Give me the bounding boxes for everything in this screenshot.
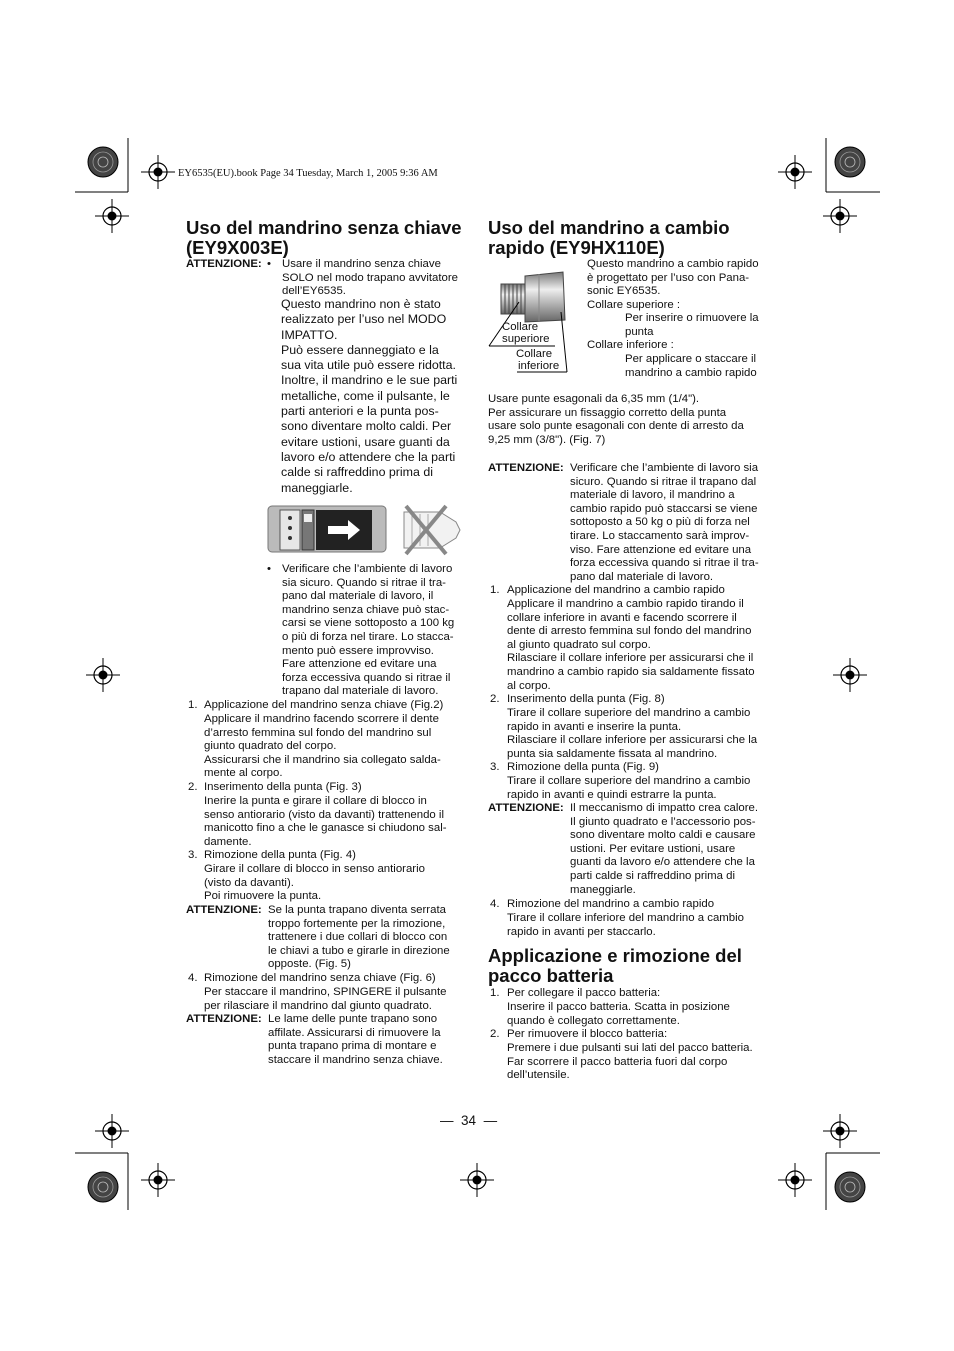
step-title: Applicazione del mandrino senza chiave (Fig.2) (204, 699, 444, 711)
star-target-icon (835, 1172, 865, 1202)
step-number: 4. (188, 972, 198, 984)
mode-selector-figure (268, 502, 468, 560)
registration-mark-icon (833, 658, 867, 692)
step-body: Tirare il collare inferiore del mandrino a cambio rapido in avanti per staccarlo. (507, 912, 744, 938)
chuck-crossed-icon (404, 506, 460, 554)
figure-label: inferiore (518, 360, 560, 372)
book-stamp: EY6535(EU).book Page 34 Tuesday, March 1, 2005 9:36 AM (178, 168, 438, 179)
step-number: 1. (188, 699, 198, 711)
step-number: 1. (490, 584, 500, 596)
step-number: 4. (490, 898, 500, 910)
collar-lower-desc: Per applicare o staccare il mandrino a cambio rapido (625, 353, 757, 379)
step-title: Per rimuovere il blocco batteria: (507, 1028, 668, 1040)
bullet: • (267, 563, 271, 575)
attention-text: Se la punta trapano diventa serrata troppo fortemente per la rimozione, trattenere i due collari di blocco con le chiavi a tubo e girarle in direzione opposte. (Fig. 5) (268, 904, 450, 971)
step-body: Premere i due pulsanti sui lati del pacco batteria. Far scorrere il pacco batteria fuori dal corpo dell’utensile. (507, 1042, 753, 1082)
step-number: 3. (490, 761, 500, 773)
step-body: Tirare il collare superiore del mandrino a cambio rapido in avanti e inserire la punta. Rilasciare il collare inferiore per assicurarsi che la punta sia saldamente fissata al mandrino. (507, 707, 758, 760)
step-title: Rimozione del mandrino a cambio rapido (507, 898, 715, 910)
collar-lower-label: Collare inferiore : (587, 339, 674, 351)
registration-mark-icon (823, 1114, 857, 1148)
step-title: Rimozione della punta (Fig. 4) (204, 849, 356, 861)
registration-mark-icon (778, 155, 812, 189)
attention-text: Verificare che l’ambiente di lavoro sia sicuro. Quando si ritrae il trapano dal materiale di lavoro, il mandrino a cambio rapido può staccarsi se viene sottoposto a 50 kg o più di forza nel tirare. Lo staccamento sarà improv- viso. Fare attenzione ed evitare una forza eccessiva quando si ritrae il tra- pano dal materiale di lavoro. (570, 462, 759, 583)
step-title: Rimozione della punta (Fig. 9) (507, 761, 659, 773)
step-number: 3. (188, 849, 198, 861)
step-title: Rimozione del mandrino senza chiave (Fig. 6) (204, 972, 436, 984)
step-title: Applicazione del mandrino a cambio rapido (507, 584, 725, 596)
attention-label: ATTENZIONE: (186, 904, 262, 916)
step-number: 2. (490, 1028, 500, 1040)
registration-mark-icon (460, 1163, 494, 1197)
section-title-battery: Applicazione e rimozione del pacco batteria (488, 945, 742, 986)
step-body: Per staccare il mandrino, SPINGERE il pulsante per rilasciare il mandrino dal giunto quadrato. (204, 986, 447, 1012)
step-number: 2. (188, 781, 198, 793)
star-target-icon (88, 1172, 118, 1202)
intro-text: Questo mandrino a cambio rapido è progettato per l’uso con Pana- sonic EY6535. Collare superiore : (587, 258, 759, 311)
section-title-quick-change-chuck: Uso del mandrino a cambio rapido (EY9HX110E) (488, 217, 730, 258)
step-title: Inserimento della punta (Fig. 8) (507, 693, 665, 705)
attention-label: ATTENZIONE: (488, 462, 564, 474)
attention-label: ATTENZIONE: (186, 1013, 262, 1025)
figure-label: superiore (502, 333, 550, 345)
attention-text: Le lame delle punte trapano sono affilate. Assicurarsi di rimuovere la punta trapano prima di montare e staccare il mandrino senza chiave. (268, 1013, 443, 1066)
registration-mark-icon (823, 199, 857, 233)
step-title: Per collegare il pacco batteria: (507, 987, 661, 999)
bullet-paragraph: Verificare che l’ambiente di lavoro sia sicuro. Quando si ritrae il tra- pano dal materiale di lavoro, il mandrino senza chiave può stac- carsi se viene sottoposto a 100 kg o più di forza nel tirare. Lo stacca- mento può essere improvviso. Fare attenzione ed evitare una forza eccessiva quando si ritrae il trapano dal materiale di lavoro. (282, 563, 455, 698)
registration-mark-icon (141, 1163, 175, 1197)
bullet: • (267, 258, 271, 270)
collar-upper-desc: Per inserire o rimuovere la punta (625, 312, 759, 338)
registration-mark-icon (141, 155, 175, 189)
section-title-keyless-chuck: Uso del mandrino senza chiave (EY9X003E) (186, 217, 462, 258)
attention-paragraph: Questo mandrino non è stato realizzato per l’uso nel MODO IMPATTO. Può essere danneggiato e la sua vita utile può essere ridotta. Inoltre, il mandrino e le sue parti metalliche, come il pulsante, le parti anteriori e la punta pos- sono diventare molto caldi. Per evitare ustioni, usare guanti da lavoro e/o attendere che la parti calde si raffreddino prima di maneggiarle. (281, 297, 458, 495)
step-title: Inserimento della punta (Fig. 3) (204, 781, 362, 793)
star-target-icon (835, 147, 865, 177)
registration-mark-icon (778, 1163, 812, 1197)
attention-text: Il meccanismo di impatto crea calore. Il giunto quadrato e l’accessorio pos- sono diventare molto caldi e causare ustioni. Per evitare ustioni, usare guanti da lavoro e/o attendere che la parti calde si raffreddino prima di maneggiarle. (570, 802, 759, 896)
figure-label: Collare (516, 348, 553, 360)
figure-label: Collare (502, 321, 539, 333)
hex-bits-text: Usare punte esagonali da 6,35 mm (1/4"). Per assicurare un fissaggio corretto della punta usare solo punte esagonali con dente di arresto da 9,25 mm (3/8"). (Fig. 7) (488, 393, 744, 446)
step-body: Applicare il mandrino facendo scorrere il dente d’arresto femmina sul fondo del mandrino sul giunto quadrato del corpo. Assicurarsi che il mandrino sia collegato salda- mente al corpo. (204, 713, 441, 780)
step-body: Inerire la punta e girare il collare di blocco in senso antiorario (visto da davanti) trattenendo il manicotto fino a che le ganasce si chiudono sal- damente. (204, 795, 447, 848)
attention-text: Usare il mandrino senza chiave SOLO nel modo trapano avvitatore dell’EY6535. (282, 258, 459, 298)
star-target-icon (88, 147, 118, 177)
step-number: 2. (490, 693, 500, 705)
page-number: — 34 — (440, 1113, 498, 1128)
step-body: Inserire il pacco batteria. Scatta in posizione quando è collegato correttamente. (507, 1001, 730, 1027)
step-body: Tirare il collare superiore del mandrino a cambio rapido in avanti e quindi estrarre la punta. (507, 775, 751, 801)
attention-label: ATTENZIONE: (488, 802, 564, 814)
step-body: Applicare il mandrino a cambio rapido tirando il collare inferiore in avanti e facendo scorrere il dente di arresto femmina sul fondo del mandrino al giunto quadrato sul corpo. Rilasciare il collare inferiore per assicurarsi che il mandrino a cambio rapido sia saldamente fissato al corpo. (507, 598, 755, 692)
registration-mark-icon (95, 199, 129, 233)
attention-label: ATTENZIONE: (186, 258, 262, 270)
step-number: 1. (490, 987, 500, 999)
registration-mark-icon (86, 658, 120, 692)
step-body: Girare il collare di blocco in senso antiorario (visto da davanti). Poi rimuovere la punta. (204, 863, 425, 903)
registration-mark-icon (95, 1114, 129, 1148)
